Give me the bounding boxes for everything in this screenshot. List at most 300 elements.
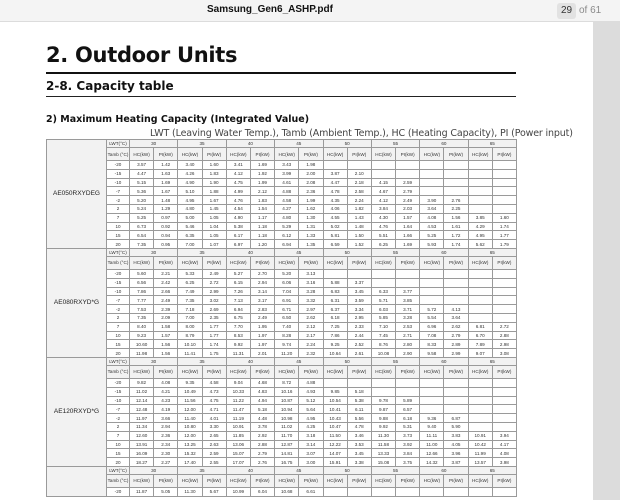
model-name-cell: AE080RXYD*G [47,248,107,357]
tamb-value-cell: -10 [107,178,130,187]
hc-pi-header-row [47,148,517,161]
table-cell: 6.83 [323,287,347,296]
table-cell [444,187,468,196]
table-cell: 4.08 [420,213,444,222]
table-cell: 2.58 [347,187,371,196]
lwt-label-cell: LWT(°C) [107,248,130,256]
table-cell: 6.91 [275,296,299,305]
table-cell [444,405,468,414]
table-cell: 2.44 [347,331,371,340]
table-cell [468,161,492,170]
table-cell [444,387,468,396]
table-cell: 4.73 [202,387,226,396]
table-cell: 3.17 [250,296,274,305]
tamb-label-cell: Tamb (°C) [107,474,130,487]
table-row [47,178,517,187]
table-cell: 9.82 [130,378,154,387]
table-cell: 5.25 [420,231,444,240]
hc-header-cell: HC(kW) [420,256,444,269]
table-cell: 6.61 [299,487,323,496]
table-cell: 4.27 [275,204,299,213]
table-cell: 5.85 [371,313,395,322]
pi-header-cell: PI(kW) [299,256,323,269]
table-cell: 1.66 [396,231,420,240]
table-cell: 7.70 [226,322,250,331]
table-row [47,313,517,322]
table-row [47,331,517,340]
table-cell [323,269,347,278]
table-cell: 14.32 [420,458,444,467]
table-cell: 3.66 [154,414,178,423]
table-cell: 3.73 [396,431,420,440]
table-cell: 3.59 [347,296,371,305]
lwt-header-row [47,248,517,256]
table-cell: 11.00 [420,440,444,449]
table-cell: 2.76 [444,196,468,205]
table-cell: 3.34 [347,305,371,314]
table-cell: 5.25 [130,213,154,222]
table-cell: 5.20 [130,196,154,205]
table-cell: 10.41 [323,405,347,414]
table-cell: 1.62 [299,204,323,213]
hc-header-cell: HC(kW) [178,148,202,161]
table-cell: 3.64 [420,204,444,213]
table-cell [492,169,516,178]
table-cell: 9.23 [130,331,154,340]
table-cell: 2.76 [250,458,274,467]
table-cell: 9.87 [371,405,395,414]
pi-header-cell: PI(kW) [202,148,226,161]
table-cell [396,161,420,170]
table-cell: 1.99 [250,178,274,187]
table-cell: 2.63 [202,440,226,449]
table-cell: 4.08 [154,378,178,387]
table-cell: 10.94 [275,405,299,414]
table-row [47,231,517,240]
lwt-value-cell: 55 [371,466,419,474]
tamb-value-cell: -15 [107,169,130,178]
table-cell: 11.70 [275,431,299,440]
table-cell: 11.41 [178,349,202,358]
table-cell: 3.92 [396,440,420,449]
table-cell [396,278,420,287]
table-cell: 5.02 [323,222,347,231]
table-cell: 2.12 [250,187,274,196]
lwt-value-cell: 35 [178,140,226,148]
hc-header-cell: HC(kW) [468,474,492,487]
table-cell [492,313,516,322]
pi-header-cell: PI(kW) [250,256,274,269]
tamb-value-cell: 20 [107,240,130,249]
table-cell: 2.71 [396,331,420,340]
table-cell: 15.32 [178,449,202,458]
tamb-value-cell: 15 [107,449,130,458]
table-cell: 5.33 [178,269,202,278]
table-cell: 12.00 [178,405,202,414]
table-cell: 11.98 [130,349,154,358]
table-cell: 5.67 [202,487,226,496]
table-cell: 10.91 [468,431,492,440]
table-cell [468,305,492,314]
table-cell [468,378,492,387]
table-cell: 4.13 [444,305,468,314]
table-cell: 1.54 [250,204,274,213]
table-cell [444,378,468,387]
table-cell: 6.94 [226,305,250,314]
table-cell: 16.09 [130,449,154,458]
table-cell: 5.90 [444,422,468,431]
table-cell [492,296,516,305]
table-cell: 9.36 [420,414,444,423]
pi-header-cell: PI(kW) [444,365,468,378]
table-cell: 7.40 [275,322,299,331]
table-cell: 3.02 [202,296,226,305]
hc-header-cell: HC(kW) [420,148,444,161]
table-cell: 11.30 [371,431,395,440]
table-cell: 5.38 [347,396,371,405]
table-cell: 4.76 [226,196,250,205]
table-cell: 4.95 [468,231,492,240]
lwt-value-cell: 55 [371,140,419,148]
table-cell: 6.18 [396,414,420,423]
table-cell: 4.55 [323,213,347,222]
table-cell: 11.56 [178,396,202,405]
table-cell [492,178,516,187]
table-cell: 4.83 [250,387,274,396]
table-cell [371,387,395,396]
table-cell: 2.62 [444,322,468,331]
table-cell: 2.27 [154,458,178,467]
pi-header-cell: PI(kW) [299,148,323,161]
table-cell: 2.34 [154,440,178,449]
table-cell [468,387,492,396]
table-cell [420,278,444,287]
table-cell: 6.25 [371,240,395,249]
table-cell [492,305,516,314]
table-cell: 2.65 [202,431,226,440]
table-cell: 4.30 [371,213,395,222]
table-cell: 2.99 [202,287,226,296]
table-cell [347,161,371,170]
table-cell: 2.24 [299,340,323,349]
table-cell: 4.67 [371,187,395,196]
table-cell: 1.33 [299,231,323,240]
table-cell [444,161,468,170]
hc-pi-header-row [47,365,517,378]
table-cell: 4.68 [250,378,274,387]
table-cell: 2.59 [396,178,420,187]
lwt-value-cell: 60 [420,357,468,365]
table-cell: 3.45 [347,287,371,296]
table-cell: 18.27 [130,458,154,467]
table-row [47,405,517,414]
pi-header-cell: PI(kW) [492,148,516,161]
table-cell [396,387,420,396]
table-cell: 12.66 [420,449,444,458]
table-cell: 2.61 [347,349,371,358]
table-cell [468,169,492,178]
lwt-value-cell: 30 [130,140,178,148]
table-cell: 9.88 [371,414,395,423]
table-cell: 7.53 [130,305,154,314]
tamb-value-cell: 7 [107,322,130,331]
table-cell: 1.56 [154,349,178,358]
table-cell: 7.86 [130,287,154,296]
viewer-background [593,22,620,500]
table-cell: 2.90 [396,349,420,358]
lwt-value-cell: 50 [323,248,371,256]
table-cell [420,169,444,178]
table-cell: 3.00 [299,458,323,467]
document-file-name: Samsung_Gen6_ASHP.pdf [207,4,333,15]
lwt-header-row [47,357,517,365]
table-row [47,278,517,287]
table-cell: 6.73 [130,222,154,231]
hc-header-cell: HC(kW) [275,474,299,487]
table-cell: 9.40 [420,422,444,431]
tamb-value-cell: -20 [107,269,130,278]
page-count-label: of 61 [579,5,602,16]
lwt-value-cell: 35 [178,248,226,256]
hc-header-cell: HC(kW) [371,474,395,487]
table-cell: 2.35 [202,313,226,322]
lwt-label-cell: LWT(°C) [107,466,130,474]
hc-header-cell: HC(kW) [226,365,250,378]
table-cell: 1.07 [202,240,226,249]
table-cell: 8.76 [371,340,395,349]
table-cell: 10.68 [275,487,299,496]
table-cell: 4.95 [299,414,323,423]
tamb-value-cell: -2 [107,305,130,314]
table-cell: 3.87 [444,458,468,467]
table-cell [444,169,468,178]
tamb-label-cell: Tamb (°C) [107,365,130,378]
table-cell: 5.31 [396,422,420,431]
table-cell: 5.20 [275,269,299,278]
table-cell: 1.60 [202,161,226,170]
table-cell: 8.00 [178,322,202,331]
table-row [47,187,517,196]
table-cell: 1.48 [347,222,371,231]
pi-header-cell: PI(kW) [347,256,371,269]
table-cell: 2.94 [250,278,274,287]
table-cell: 2.66 [154,287,178,296]
lwt-value-cell: 35 [178,466,226,474]
subsection-title: 2-8. Capacity table [46,79,174,93]
table-cell: 1.99 [299,196,323,205]
table-cell: 3.16 [299,278,323,287]
table-cell: 2.03 [396,204,420,213]
table-cell: 5.89 [396,396,420,405]
table-cell: 2.42 [154,278,178,287]
table-row [47,269,517,278]
table-cell: 6.31 [323,296,347,305]
capacity-table [46,139,517,497]
table-cell: 2.52 [347,340,371,349]
model-name-cell: AE050RXYDEG [47,140,107,249]
table-cell: 5.62 [468,240,492,249]
table-cell [396,487,420,496]
table-row [47,414,517,423]
table-cell: 3.99 [275,169,299,178]
lwt-value-cell: 45 [275,248,323,256]
table-cell: 1.35 [299,240,323,249]
table-cell: 6.12 [275,231,299,240]
table-cell: 11.85 [226,431,250,440]
table-cell: 9.07 [468,349,492,358]
table-cell: 10.08 [371,349,395,358]
table-cell: 1.74 [444,240,468,249]
table-cell: 6.04 [250,487,274,496]
table-cell: 6.25 [178,278,202,287]
table-cell [420,296,444,305]
hc-header-cell: HC(kW) [323,256,347,269]
hc-header-cell: HC(kW) [323,365,347,378]
table-cell: 2.32 [299,349,323,358]
table-cell: 6.15 [226,278,250,287]
table-cell: 9.85 [323,387,347,396]
table-row [47,240,517,249]
tamb-value-cell: -10 [107,396,130,405]
table-cell: 10.47 [323,422,347,431]
table-row [47,440,517,449]
table-cell: 5.10 [178,187,202,196]
table-cell: 1.18 [250,231,274,240]
table-cell: 4.47 [130,169,154,178]
table-cell [444,396,468,405]
table-cell [468,204,492,213]
table-cell: 3.75 [396,458,420,467]
table-cell [492,405,516,414]
table-cell [347,487,371,496]
pi-header-cell: PI(kW) [396,148,420,161]
table-cell [492,487,516,496]
table-cell: 6.56 [130,278,154,287]
tamb-value-cell: 20 [107,349,130,358]
pi-header-cell: PI(kW) [396,474,420,487]
table-cell: 3.18 [299,431,323,440]
pi-header-cell: PI(kW) [250,148,274,161]
tamb-value-cell: 2 [107,422,130,431]
table-cell: 8.33 [420,340,444,349]
table-cell: 2.72 [492,322,516,331]
table-cell: 1.98 [299,161,323,170]
table-cell: 14.07 [323,449,347,458]
table-cell: 12.00 [178,431,202,440]
hc-header-cell: HC(kW) [178,256,202,269]
table-cell: 2.83 [250,305,274,314]
hc-header-cell: HC(kW) [130,474,154,487]
hc-pi-header-row [47,256,517,269]
table-cell [444,296,468,305]
table-cell: 2.92 [250,431,274,440]
table-row [47,349,517,358]
table-cell: 10.64 [323,349,347,358]
table-cell: 0.97 [154,213,178,222]
table-cell: 11.34 [130,422,154,431]
table-cell: 7.10 [371,322,395,331]
table-cell: 1.83 [250,196,274,205]
hc-header-cell: HC(kW) [226,474,250,487]
table-cell [371,487,395,496]
table-cell: 2.49 [250,313,274,322]
table-cell: 10.16 [275,387,299,396]
table-cell: 9.58 [420,349,444,358]
table-cell: 8.72 [275,378,299,387]
table-cell [347,378,371,387]
table-cell: 15.07 [226,449,250,458]
table-cell: 4.75 [202,396,226,405]
table-cell: 1.05 [202,231,226,240]
table-cell: 10.42 [468,440,492,449]
page-number-input[interactable]: 29 [557,3,576,19]
pi-header-cell: PI(kW) [347,365,371,378]
pi-header-cell: PI(kW) [202,365,226,378]
table-cell: 4.25 [299,422,323,431]
tamb-value-cell: 7 [107,431,130,440]
tamb-label-cell: Tamb (°C) [107,148,130,161]
table-cell: 1.83 [202,169,226,178]
table-cell: 2.97 [299,305,323,314]
table-cell: 5.29 [275,222,299,231]
table-cell: 6.96 [420,322,444,331]
table-cell: 4.53 [420,222,444,231]
table-cell: 7.04 [275,287,299,296]
table-cell: 2.12 [299,322,323,331]
tamb-value-cell: -20 [107,378,130,387]
table-cell: 7.13 [226,296,250,305]
pi-header-cell: PI(kW) [154,148,178,161]
table-cell: 2.33 [347,322,371,331]
table-cell: 1.42 [154,161,178,170]
pi-header-cell: PI(kW) [396,256,420,269]
table-cell: 10.98 [275,414,299,423]
table-cell: 2.25 [444,204,468,213]
table-cell: 12.87 [275,440,299,449]
table-cell: 1.88 [202,187,226,196]
pi-header-cell: PI(kW) [299,474,323,487]
pi-header-cell: PI(kW) [250,474,274,487]
table-cell: 6.81 [468,322,492,331]
table-cell: 13.33 [371,449,395,458]
pi-header-cell: PI(kW) [202,474,226,487]
table-cell: 6.35 [178,231,202,240]
table-cell: 9.92 [226,340,250,349]
tamb-value-cell: 15 [107,231,130,240]
table-cell [492,287,516,296]
lwt-value-cell: 60 [420,140,468,148]
table-cell: 1.69 [154,178,178,187]
table-cell: 11.30 [178,487,202,496]
table-cell: 3.30 [202,422,226,431]
table-cell [492,414,516,423]
table-cell: 11.02 [130,387,154,396]
table-cell [444,269,468,278]
tamb-value-cell: -7 [107,296,130,305]
table-cell: 15.91 [323,458,347,467]
table-cell: 3.78 [250,422,274,431]
section-rule [46,72,516,74]
table-cell: 1.04 [202,222,226,231]
tamb-value-cell: -7 [107,405,130,414]
table-cell: 3.77 [396,287,420,296]
table-cell: 4.23 [154,396,178,405]
table-cell: 3.64 [444,313,468,322]
table-cell: 3.28 [299,287,323,296]
table-cell: 4.88 [299,378,323,387]
lwt-value-cell: 50 [323,357,371,365]
lwt-value-cell: 40 [226,466,274,474]
